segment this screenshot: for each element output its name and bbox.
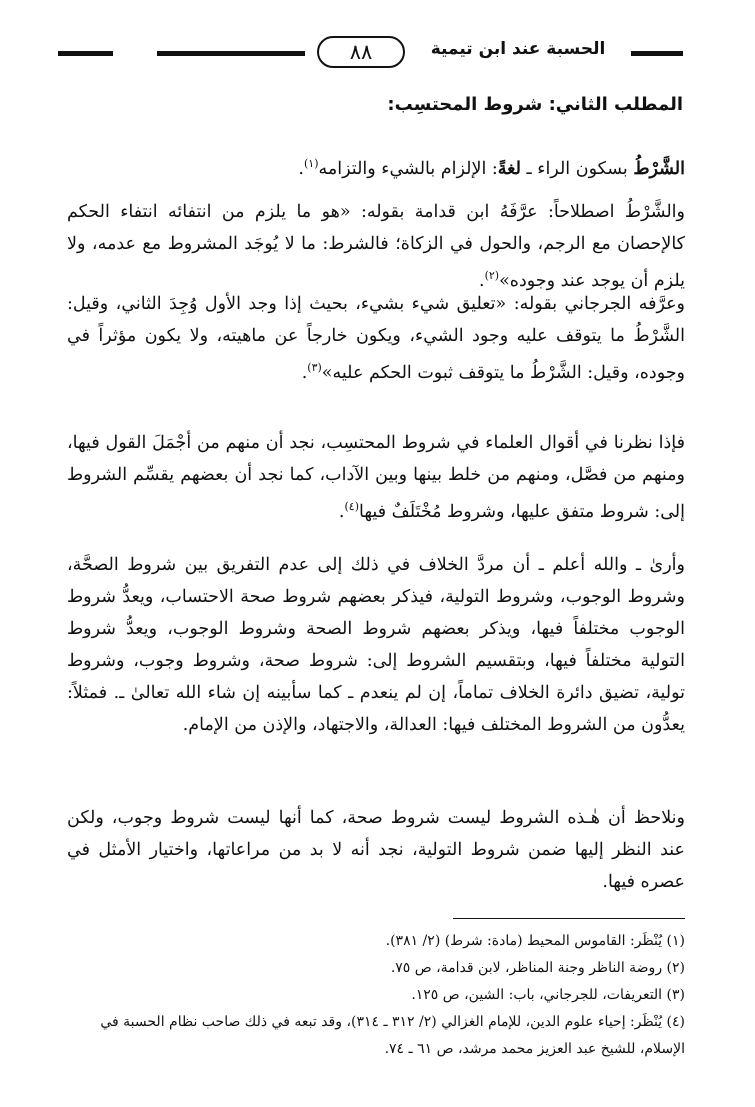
running-title: الحسبة عند ابن تيمية [430, 39, 606, 59]
footnote-marker: (٣) [307, 361, 322, 374]
paragraph-definition-lexical [67, 148, 685, 185]
header-rule-right [631, 51, 683, 56]
footnote-2: (٢) روضة الناظر وجنة المناظر، لابن قدامة، ص ٧٥. [390, 960, 685, 976]
paragraph-scholars-views [67, 427, 685, 528]
paragraph-author-opinion [67, 549, 685, 741]
paragraph-text: فإذا نظرنا في أقوال العلماء في شروط المحتسِب، نجد أن منهم من أجْمَلَ القول فيها، ومنهم من فصَّل، ومنهم من خلط بينها وبين الآداب، كما نجد أن بعضهم يقسِّم الشروط إلى: شروط متفق عليها، وشروط مُخْتَلَفٌ فيها [67, 433, 685, 522]
footnote-4: (٤) يُنْظَر: إحياء علوم الدين، للإمام الغزالي (٢/ ٣١٢ ـ ٣١٤)، وقد تبعه في ذلك صاحب نظام الحسبة في الإسلام، للشيخ عبد العزيز محمد مرشد، ص ٦١ ـ ٧٤. [100, 1014, 685, 1057]
paragraph-observation [67, 802, 685, 898]
paragraph-text: وعرَّفه الجرجاني بقوله: «تعليق شيء بشيء، بحيث إذا وجد الأول وُجِدَ الثاني، وقيل: الشَّرْطُ ما يتوقف عليه وجود الشيء، ويكون خارجاً عن ماهيته، ولا يكون مؤثراً في وجوده، وقيل: الشَّرْطُ ما يتوقف ثبوت الحكم عليه» [67, 294, 685, 383]
paragraph-end: . [338, 501, 345, 522]
footnote-marker: (٢) [484, 269, 500, 282]
page-header [58, 34, 683, 74]
paragraph-end: . [478, 270, 485, 291]
header-rule-middle [157, 51, 305, 56]
footnote-marker: (٤) [344, 500, 360, 513]
section-heading: المطلب الثاني: شروط المحتسِب: [387, 94, 683, 115]
paragraph-end: . [301, 362, 308, 383]
page-number: ٨٨ [317, 36, 405, 68]
header-rule-left [58, 51, 113, 56]
paragraph-text: ونلاحظ أن هٰـذه الشروط ليست شروط صحة، كما أنها ليست شروط وجوب، ولكن عند النظر إليها ضمن شروط التولية، نجد أنه لا بد من مراعاتها، واختيار الأمثل في عصره فيها. [67, 808, 685, 892]
footnote-1: (١) يُنْظَر: القاموس المحيط (مادة: شرط) (٢/ ٣٨١). [385, 933, 685, 949]
paragraph-text: بسكون الراء ـ [520, 158, 628, 179]
paragraph-text: والشَّرْطُ اصطلاحاً: عرَّفَهُ ابن قدامة بقوله: «هو ما يلزم من انتفائه انتفاء الحكم كالإحصان مع الرجم، والحول في الزكاة؛ فالشرط: ما لا يُوجَد المشروط مع عدمه، ولا يلزم أن يوجد عند وجوده» [67, 202, 685, 291]
paragraph-end: . [298, 158, 304, 179]
lexical-label: لغةً [497, 158, 521, 179]
footnote-marker: (١) [304, 157, 319, 170]
footnote-3: (٣) التعريفات، للجرجاني، باب: الشين، ص ١٢٥. [411, 987, 685, 1003]
paragraph-definition-jurjani [67, 288, 685, 389]
definition-text: : الإلزام بالشيء والتزامه [318, 158, 498, 179]
footnotes [67, 928, 685, 1063]
term: الشَّرْطُ [633, 158, 685, 179]
footnote-separator [453, 918, 685, 919]
paragraph-text: وأرىٰ ـ والله أعلم ـ أن مردَّ الخلاف في ذلك إلى عدم التفريق بين شروط الصحَّة، وشروط الوجوب، وشروط التولية، فيذكر بعضهم شروط صحة الاحتساب، ويعدُّ شروط الوجوب مختلفاً فيها، ويذكر بعضهم شروط الصحة وشروط الوجوب، ويعدُّ شروط التولية مختلفاً فيها، وبتقسيم الشروط إلى: شروط صحة، وشروط وجوب، وشروط تولية، تضيق دائرة الخلاف تماماً، إن لم ينعدم ـ كما سأبينه إن شاء الله تعالىٰ ـ. فمثلاً: يعدُّون من الشروط المختلف فيها: العدالة، والاجتهاد، والإذن من الإمام. [67, 555, 685, 735]
paragraph-definition-ibn-qudama [67, 196, 685, 297]
